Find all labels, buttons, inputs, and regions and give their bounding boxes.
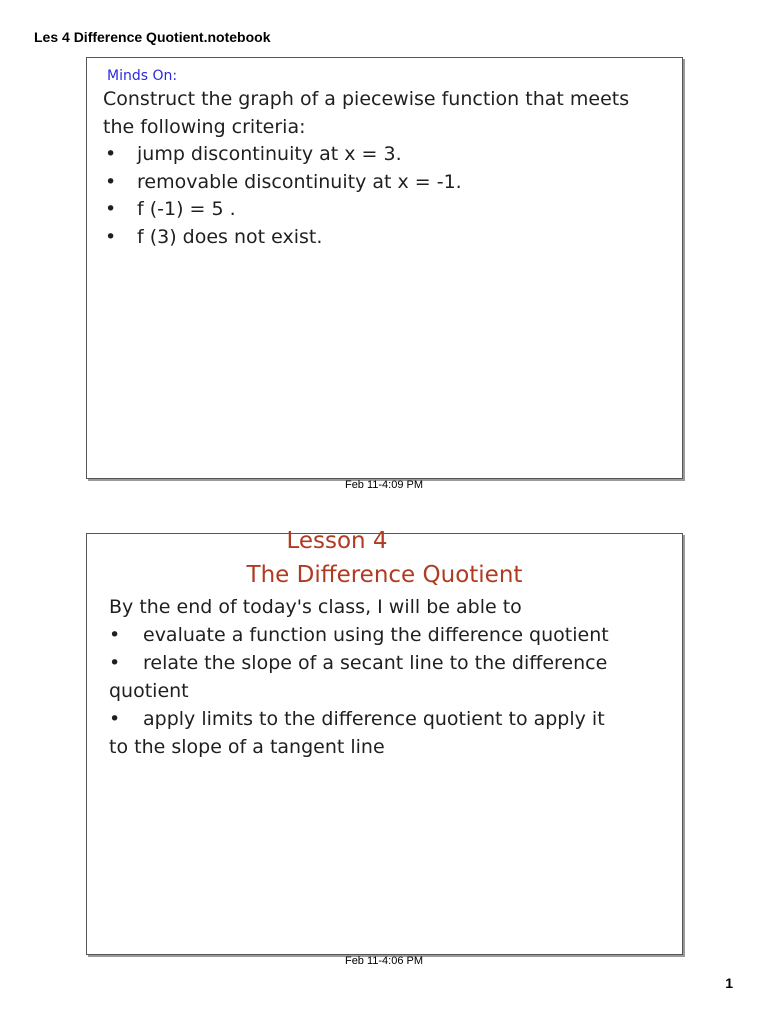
- bullet-icon: •: [105, 170, 117, 193]
- slide-1-intro: Construct the graph of a piecewise function that meets the following criteria:: [103, 88, 630, 138]
- list-item: • f (3) does not exist.: [103, 224, 663, 252]
- bullet-icon: •: [105, 225, 117, 248]
- minds-on-label: Minds On:: [107, 68, 178, 84]
- slide-2-timestamp: Feb 11-4:06 PM: [344, 955, 424, 967]
- list-item: • evaluate a function using the difference quotient: [109, 621, 629, 649]
- list-item: • removable discontinuity at x = -1.: [103, 169, 663, 197]
- page-number: 1: [725, 975, 733, 991]
- slide-2-body: [109, 593, 629, 761]
- list-item: • f (-1) = 5 .: [103, 196, 663, 224]
- slide-lesson-4: [86, 528, 683, 955]
- slide-2-intro: By the end of today's class, I will be able to: [109, 596, 522, 618]
- bullet-icon: •: [105, 198, 117, 220]
- list-item: • apply limits to the difference quotient to apply it to the slope of a tangent line: [109, 705, 629, 761]
- bullet-icon: •: [109, 708, 121, 730]
- slide-minds-on: [86, 57, 683, 479]
- list-item: • relate the slope of a secant line to the difference quotient: [109, 649, 629, 705]
- lesson-title: Lesson 4: [286, 528, 388, 554]
- document-title: Les 4 Difference Quotient.notebook: [34, 29, 271, 45]
- bullet-icon: •: [109, 652, 121, 674]
- slide-1-body: [103, 86, 663, 251]
- bullet-icon: •: [105, 143, 117, 165]
- list-item: • jump discontinuity at x = 3.: [103, 141, 663, 169]
- slide-1-timestamp: Feb 11-4:09 PM: [344, 479, 424, 491]
- bullet-icon: •: [109, 624, 121, 646]
- criteria-list: [103, 141, 663, 251]
- lesson-subtitle: The Difference Quotient: [246, 562, 523, 588]
